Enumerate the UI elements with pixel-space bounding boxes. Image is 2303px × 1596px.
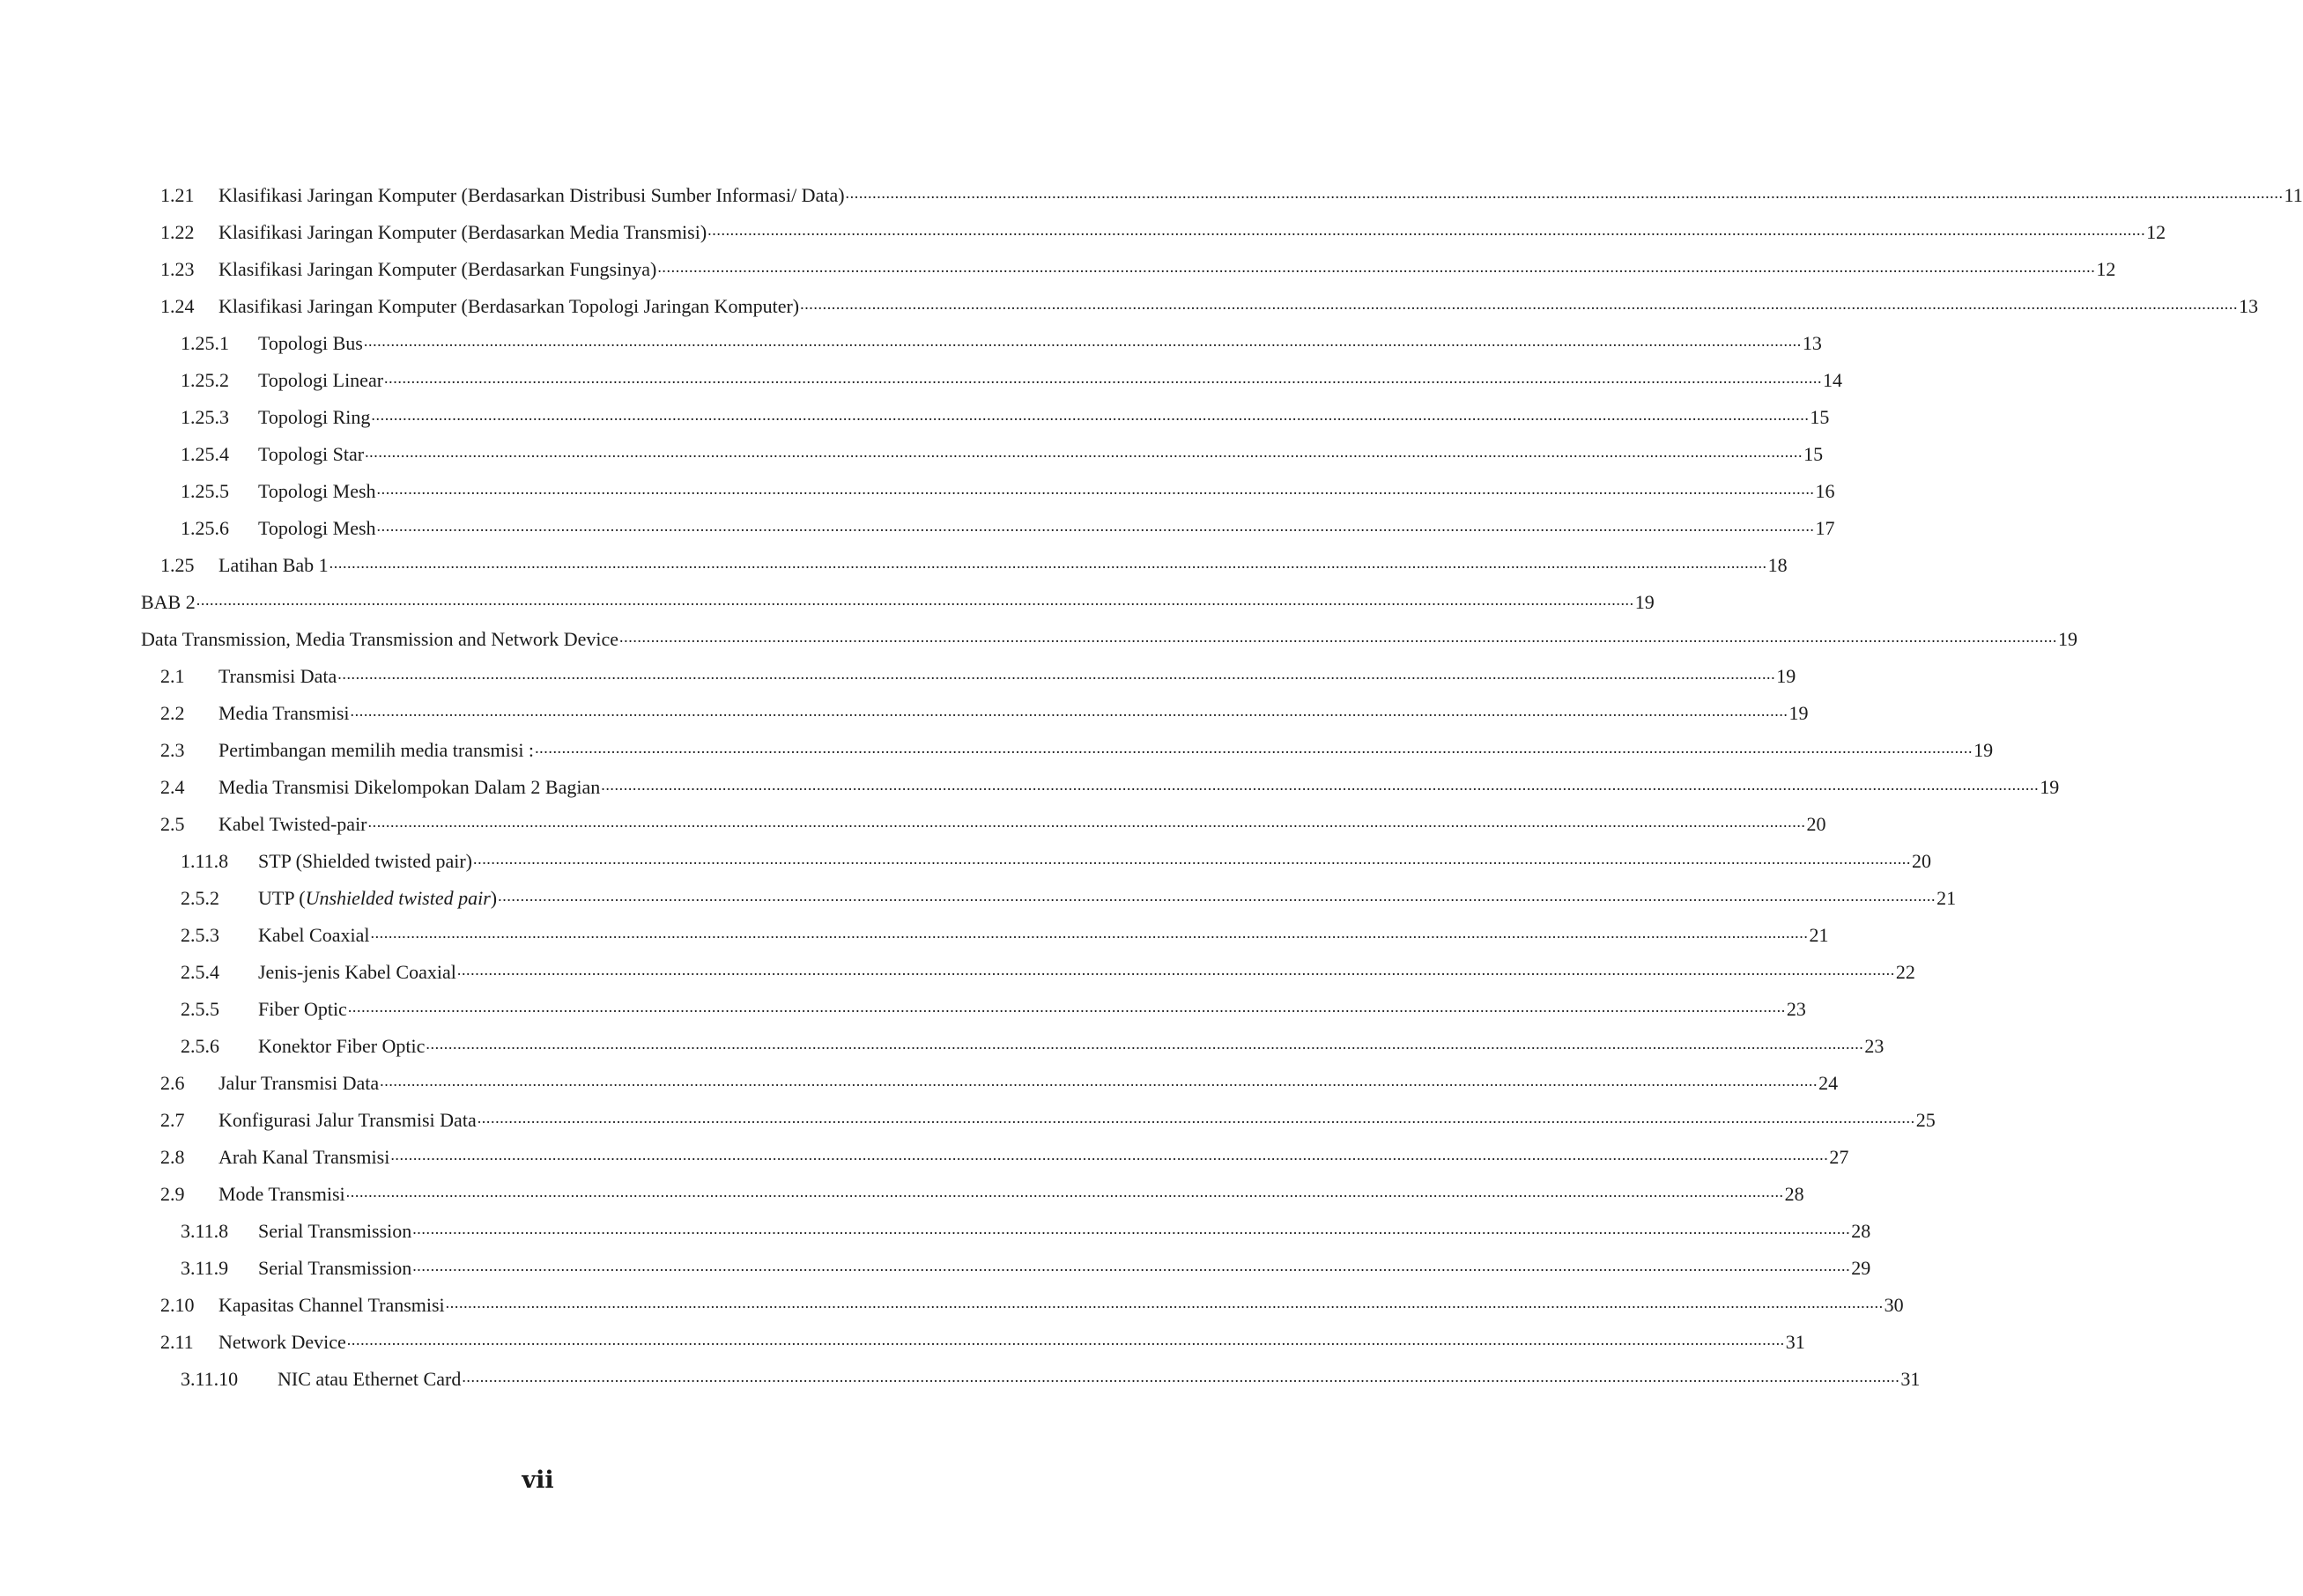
toc-entry-title: Serial Transmission [258, 1220, 412, 1242]
dot-leader [371, 410, 1809, 419]
toc-entry-page: 19 [2058, 628, 2078, 650]
toc-entry-title: NIC atau Ethernet Card [278, 1368, 462, 1390]
toc-entry[interactable] [141, 1102, 1936, 1139]
toc-entry-number: 1.24 [160, 295, 195, 317]
toc-entry-page: 13 [1802, 332, 1822, 354]
toc-entry-number: 2.11 [160, 1331, 194, 1353]
toc-entry-title: Latihan Bab 1 [218, 554, 329, 576]
toc-entry[interactable] [141, 214, 2166, 251]
toc-entry-page: 13 [2239, 295, 2259, 317]
dot-leader [377, 484, 1815, 493]
toc-entry[interactable] [141, 1361, 1921, 1398]
dot-leader [346, 1187, 1784, 1196]
toc-entry-title: STP (Shielded twisted pair) [258, 850, 472, 872]
toc-entry-title: Network Device [218, 1331, 346, 1353]
toc-entry-number: 2.4 [160, 776, 185, 798]
toc-entry-page: 28 [1784, 1183, 1804, 1205]
toc-entry-title: Media Transmisi [218, 702, 350, 724]
toc-entry[interactable] [141, 769, 2060, 806]
toc-entry-page: 30 [1884, 1294, 1904, 1316]
toc-entry-number: 1.11.8 [181, 850, 229, 872]
dot-leader [657, 262, 2095, 271]
toc-entry-title: Topologi Ring [258, 406, 371, 428]
toc-entry-page: 12 [2146, 221, 2166, 243]
toc-entry-page: 29 [1851, 1257, 1871, 1279]
toc-entry-title: Data Transmission, Media Transmission and Network Device [141, 628, 619, 650]
toc-entry[interactable] [141, 251, 2116, 288]
toc-entry[interactable] [141, 732, 1994, 769]
toc-entry-page: 17 [1815, 517, 1835, 539]
toc-entry-page: 20 [1806, 813, 1826, 835]
toc-entry-title: Kabel Twisted-pair [218, 813, 367, 835]
toc-entry[interactable] [141, 1065, 1839, 1102]
toc-entry[interactable] [141, 991, 1806, 1028]
toc-entry[interactable] [141, 954, 1915, 991]
toc-entry-page: 19 [1973, 739, 1994, 761]
toc-entry[interactable] [141, 399, 1830, 436]
toc-entry-title: Topologi Linear [258, 369, 384, 391]
toc-entry-title: Topologi Mesh [258, 480, 376, 502]
dot-leader [377, 521, 1815, 530]
toc-entry-number: 2.7 [160, 1109, 185, 1131]
toc-entry[interactable] [141, 288, 2259, 325]
toc-entry-title: BAB 2 [141, 591, 196, 613]
dot-leader [846, 188, 2284, 197]
toc-entry[interactable] [141, 362, 1843, 399]
toc-entry-title: Mode Transmisi [218, 1183, 345, 1205]
toc-entry-page: 12 [2096, 258, 2116, 280]
toc-entry-number: 2.3 [160, 739, 185, 761]
dot-leader [337, 669, 1775, 678]
toc-entry-number: 1.25.2 [181, 369, 229, 391]
dot-leader [368, 817, 1806, 826]
toc-entry-title: Topologi Star [258, 443, 365, 465]
toc-entry-title: Kapasitas Channel Transmisi [218, 1294, 445, 1316]
toc-entry-number: 1.25.6 [181, 517, 229, 539]
toc-entry-page: 23 [1786, 998, 1806, 1020]
dot-leader [619, 632, 2057, 641]
toc-entry[interactable] [141, 880, 1957, 917]
toc-entry-number: 1.25.5 [181, 480, 229, 502]
toc-entry-number: 1.23 [160, 258, 195, 280]
dot-leader [426, 1039, 1863, 1048]
toc-entry-title: Konektor Fiber Optic [258, 1035, 426, 1057]
toc-entry-title: Topologi Bus [258, 332, 363, 354]
dot-leader [707, 225, 2145, 234]
toc-entry-page: 21 [1936, 887, 1957, 909]
toc-entry-title: Jenis-jenis Kabel Coaxial [258, 961, 456, 983]
toc-entry-page: 24 [1818, 1072, 1839, 1094]
toc-entry-title: Serial Transmission [258, 1257, 412, 1279]
toc-entry[interactable] [141, 917, 1829, 954]
toc-entry-number: 3.11.10 [181, 1368, 239, 1390]
toc-chapter-entry[interactable] [141, 621, 2078, 658]
toc-entry-title: Klasifikasi Jaringan Komputer (Berdasarkan Distribusi Sumber Informasi/ Data) [218, 184, 845, 206]
toc-entry-page: 18 [1767, 554, 1788, 576]
toc-entry-title-prefix: UTP ( [258, 887, 306, 909]
page-number: vii [522, 1467, 554, 1494]
toc-entry-number: 3.11.8 [181, 1220, 229, 1242]
toc-entry-number: 1.25 [160, 554, 195, 576]
toc-entry-number: 2.8 [160, 1146, 185, 1168]
toc-entry-number: 2.6 [160, 1072, 185, 1094]
toc-entry-number: 2.5.5 [181, 998, 219, 1020]
dot-leader [457, 965, 1895, 974]
toc-entry-page: 19 [1788, 702, 1809, 724]
toc-entry-title: Topologi Mesh [258, 517, 376, 539]
toc-entry-title: Arah Kanal Transmisi [218, 1146, 390, 1168]
dot-leader [412, 1261, 1850, 1270]
dot-leader [365, 447, 1803, 456]
toc-entry-page: 19 [2040, 776, 2060, 798]
toc-entry[interactable] [141, 1250, 1871, 1287]
toc-entry-number: 2.5.6 [181, 1035, 219, 1057]
toc-entry-title: Klasifikasi Jaringan Komputer (Berdasarkan Media Transmisi) [218, 221, 707, 243]
toc-entry[interactable] [141, 547, 1788, 584]
toc-entry-number: 1.25.1 [181, 332, 229, 354]
toc-entry-page: 20 [1912, 850, 1931, 872]
toc-entry[interactable] [141, 1324, 1805, 1361]
dot-leader [351, 706, 1788, 715]
toc-entry-page: 22 [1895, 961, 1915, 983]
toc-entry-number: 2.2 [160, 702, 185, 724]
toc-entry-number: 2.9 [160, 1183, 185, 1205]
toc-entry-page: 25 [1915, 1109, 1936, 1131]
toc-entry-page: 19 [1776, 665, 1796, 687]
toc-entry-title-italic: Unshielded twisted pair [305, 887, 491, 909]
dot-leader [330, 558, 1767, 567]
dot-leader [535, 743, 1973, 752]
toc-entry-page: 31 [1785, 1331, 1805, 1353]
toc-entry-title: Transmisi Data [218, 665, 337, 687]
toc-entry[interactable] [141, 473, 1835, 510]
toc-entry-page: 14 [1823, 369, 1843, 391]
toc-entry-page: 15 [1803, 443, 1824, 465]
dot-leader [348, 1002, 1786, 1011]
dot-leader [601, 780, 2039, 789]
dot-leader [384, 373, 1822, 382]
dot-leader [390, 1150, 1828, 1159]
toc-entry[interactable] [141, 510, 1835, 547]
toc-entry-number: 2.5.4 [181, 961, 219, 983]
toc-entry-title: Media Transmisi Dikelompokan Dalam 2 Bagian [218, 776, 601, 798]
toc-entry-number: 2.10 [160, 1294, 195, 1316]
dot-leader [800, 299, 2238, 308]
toc-entry-page: 19 [1634, 591, 1655, 613]
toc-entry[interactable] [141, 695, 1809, 732]
toc-entry[interactable] [141, 1213, 1871, 1250]
dot-leader [446, 1298, 1884, 1307]
toc-entry[interactable] [141, 843, 1931, 880]
toc-entry[interactable] [141, 1028, 1885, 1065]
toc-entry-page: 11 [2284, 184, 2303, 206]
toc-entry-number: 1.21 [160, 184, 195, 206]
toc-entry-title: Klasifikasi Jaringan Komputer (Berdasarkan Topologi Jaringan Komputer) [218, 295, 800, 317]
toc-entry-page: 23 [1864, 1035, 1885, 1057]
toc-entry[interactable] [141, 177, 2303, 214]
toc-entry-page: 16 [1815, 480, 1835, 502]
toc-entry[interactable] [141, 1176, 1804, 1213]
toc-entry[interactable] [141, 436, 1824, 473]
toc-entry[interactable] [141, 325, 1822, 362]
dot-leader [364, 336, 1802, 345]
dot-leader [380, 1076, 1818, 1085]
dot-leader [478, 1113, 1915, 1122]
dot-leader [370, 928, 1808, 937]
toc-entry[interactable] [141, 806, 1826, 843]
dot-leader [462, 1372, 1899, 1381]
toc-entry-number: 2.5.3 [181, 924, 219, 946]
dot-leader [412, 1224, 1850, 1233]
toc-entry-page: 21 [1809, 924, 1829, 946]
dot-leader [473, 854, 1911, 863]
toc-entry-title: Fiber Optic [258, 998, 347, 1020]
toc-entry-number: 2.1 [160, 665, 185, 687]
dot-leader [196, 595, 1634, 604]
toc-entry-title-suffix: ) [490, 887, 498, 909]
toc-entry-title: Konfigurasi Jalur Transmisi Data [218, 1109, 477, 1131]
toc-entry-title: Pertimbangan memilih media transmisi : [218, 739, 535, 761]
toc-entry-number: 1.25.3 [181, 406, 229, 428]
toc-entry-title: Klasifikasi Jaringan Komputer (Berdasarkan Fungsinya) [218, 258, 657, 280]
toc-entry-page: 31 [1900, 1368, 1921, 1390]
dot-leader [347, 1335, 1785, 1344]
toc-entry[interactable] [141, 658, 1796, 695]
toc-entry[interactable] [141, 1139, 1849, 1176]
toc-entry-number: 1.25.4 [181, 443, 229, 465]
toc-entry-title: Kabel Coaxial [258, 924, 370, 946]
toc-entry-number: 2.5.2 [181, 887, 219, 909]
table-of-contents [141, 177, 2303, 1398]
toc-entry-title [258, 880, 497, 917]
toc-entry-number: 2.5 [160, 813, 185, 835]
toc-chapter-entry[interactable] [141, 584, 1655, 621]
toc-entry-page: 27 [1829, 1146, 1849, 1168]
toc-entry-page: 28 [1851, 1220, 1871, 1242]
toc-entry-title: Jalur Transmisi Data [218, 1072, 380, 1094]
toc-entry[interactable] [141, 1287, 1904, 1324]
toc-entry-number: 3.11.9 [181, 1257, 229, 1279]
dot-leader [498, 891, 1936, 900]
toc-entry-number: 1.22 [160, 221, 195, 243]
toc-entry-page: 15 [1810, 406, 1830, 428]
